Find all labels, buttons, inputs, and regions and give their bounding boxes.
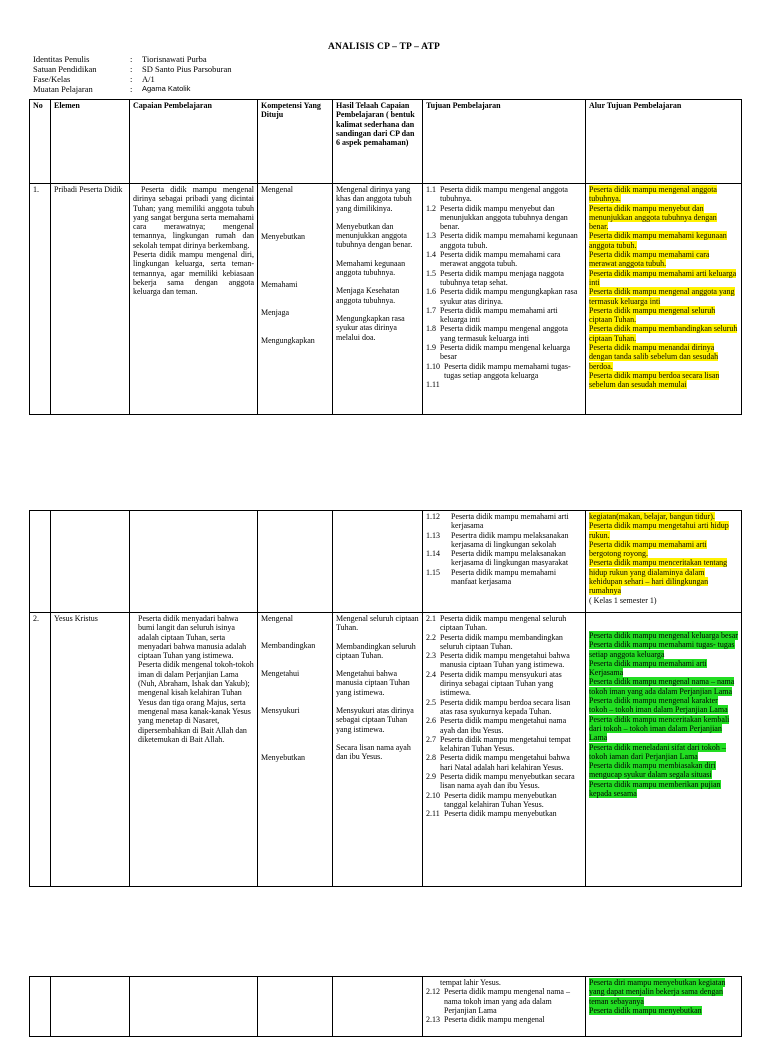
alur-item: kegiatan(makan, belajar, bangun tidur).	[589, 512, 715, 521]
alur-item: Peserta didik mampu mengetahui arti hidup rukun.	[589, 521, 729, 540]
tujuan-item	[426, 716, 582, 735]
identity-row	[33, 64, 232, 74]
identity-block	[33, 54, 232, 94]
identity-label: Satuan Pendidikan	[33, 64, 97, 74]
row-alur	[586, 613, 742, 887]
alur-item: Peserta didik mampu menceritakan kembali dari tokoh – tokoh iman dalam Perjanjian Lama	[589, 714, 730, 743]
table-header-row	[30, 100, 742, 184]
identity-value: Tiorisnawati Purba	[142, 54, 207, 64]
row-cp	[130, 511, 258, 613]
tujuan-item	[426, 735, 582, 754]
row-number: 2.	[30, 613, 51, 887]
identity-value: A/1	[142, 74, 155, 84]
tujuan-item	[426, 185, 582, 204]
tujuan-number: 1.3	[426, 231, 436, 241]
alur-item: Peserta didik mampu memahami kegunaan anggota tubuh.	[589, 231, 727, 250]
tujuan-item	[426, 549, 582, 568]
table-row	[30, 977, 742, 1037]
alur-item: Peserta didik mampu mengenal nama – nama tokoh iman yang ada dalam Perjanjian Lama	[589, 677, 735, 696]
tujuan-number: 2.3	[426, 651, 436, 661]
tujuan-text: Peserta didik mampu memahami cara merawat anggota tubuh.	[440, 250, 561, 269]
header-alur: Alur Tujuan Pembelajaran	[586, 100, 742, 184]
tujuan-text: Peserta didik mampu menyebutkan secara lisan nama ayah dan ibu Yesus.	[440, 772, 575, 791]
tujuan-text: Peserta didik mampu memahami arti keluarga inti	[440, 305, 558, 325]
tujuan-number: 1.2	[426, 203, 436, 213]
header-no: No	[30, 100, 51, 184]
tujuan-number: 2.9	[426, 772, 436, 782]
tujuan-text: Peserta didik mampu mengenal anggota yang termasuk keluarga inti	[440, 324, 568, 343]
tujuan-item	[426, 362, 582, 381]
tujuan-item	[426, 324, 582, 343]
hasil-item: Secara lisan nama ayah dan ibu Yesus.	[336, 742, 411, 762]
row-hasil	[333, 977, 423, 1037]
tujuan-item	[426, 809, 582, 818]
alur-item: Peserta didik mampu berdoa secara lisan sebelum dan sesudah memulai	[589, 370, 720, 390]
kompetensi-item: Membandingkan	[261, 641, 316, 651]
tujuan-item	[426, 306, 582, 325]
tujuan-text: Peserta didik mampu memahami tugas- tugas setiap anggota keluarga	[444, 361, 571, 380]
row-elemen	[51, 511, 130, 613]
hasil-item: Mengenal dirinya yang khas dan anggota tubuh yang dimilikinya.	[336, 185, 412, 213]
row-tujuan	[423, 511, 586, 613]
tujuan-number: 2.5	[426, 697, 436, 707]
tujuan-number: 1.5	[426, 268, 436, 278]
hasil-item: Mengungkapkan rasa syukur atas dirinya melalui doa.	[336, 313, 405, 342]
alur-item: Peserta didik mampu memahami arti Kerjasama	[589, 658, 707, 678]
row-kompetensi	[258, 977, 333, 1037]
kompetensi-item: Mengenal	[261, 185, 293, 194]
tujuan-number: 1.4	[426, 250, 436, 260]
row-alur	[586, 184, 742, 415]
tujuan-text: Peserta didik mampu melaksanakan kerjasama di lingkungan masyarakat	[451, 549, 569, 568]
identity-colon: :	[130, 54, 133, 64]
tujuan-item	[426, 978, 582, 987]
identity-label: Muatan Pelajaran	[33, 84, 93, 94]
alur-item: Peserta didik mampu memahami tugas- tugas setiap anggota keluarga	[589, 640, 735, 659]
tujuan-text: Peserta didik mampu mengenal anggota tubuhnya.	[440, 185, 568, 204]
cp-paragraph: Peserta didik mampu mengenal dirinya sebagai pribadi yang dicintai Tuhan; yang memiliki anggota tubuh yang sangat berguna serta memahami cara merawatnya; mengenal temannya, lingkungan rumah dan sekolah tempat dirinya berkembang.	[133, 185, 254, 250]
row-hasil	[333, 184, 423, 415]
header-tujuan: Tujuan Pembelajaran	[423, 100, 586, 184]
row-alur	[586, 511, 742, 613]
alur-item: Peserta didik mampu menyebutkan	[589, 1005, 702, 1015]
tujuan-item	[426, 633, 582, 652]
tujuan-text: Peserta didik mampu menyebut dan menunjukkan anggota tubuhnya dengan benar.	[440, 203, 568, 232]
alur-item: Peserta didik mampu menandai dirinya dengan tanda salib sebelum dan sesudah berdoa.	[589, 343, 719, 371]
row-tujuan	[423, 613, 586, 887]
tujuan-text: Peserta didik mampu memahami kegunaan anggota tubuh.	[440, 231, 578, 250]
tujuan-text: Pesertra didik mampu melaksanakan kerjasama di lingkungan sekolah	[451, 530, 569, 549]
tujuan-number: 1.8	[426, 324, 436, 334]
table-row	[30, 613, 742, 887]
kompetensi-item: Mengenal	[261, 614, 293, 623]
tujuan-text: Peserta didik mampu mengungkapkan rasa syukur atas dirinya.	[440, 287, 578, 306]
identity-row	[33, 74, 232, 84]
tujuan-number: 1.10	[426, 361, 440, 371]
row-kompetensi	[258, 613, 333, 887]
tujuan-item	[426, 343, 582, 362]
identity-label: Fase/Kelas	[33, 74, 71, 84]
row-alur	[586, 977, 742, 1037]
tujuan-item	[426, 614, 582, 633]
identity-value: Agama Katolik	[142, 84, 191, 93]
row-cp	[130, 184, 258, 415]
tujuan-text: Peserta didik mampu mengenal keluarga besar	[440, 343, 571, 362]
hasil-item: Mengetahui bahwa manusia ciptaan Tuhan yang istimewa.	[336, 669, 410, 697]
tujuan-item	[426, 987, 582, 1015]
cp-paragraph: Peserta didik mengenal tokoh-tokoh iman di dalam Perjanjian Lama (Nuh, Abraham, Ishak dan Yakub); mengenal kisah kelahiran Tuhan Yesus dan tiga orang Majus, serta mengenal masa kanak-kanak Yesus yang menetap di Nasaret, dipersembahkan di Bait Allah dan diketemukan di Bait Allah.	[138, 660, 254, 744]
tujuan-text: Peserta didik mampu menyebutkan tanggal kelahiran Tuhan Yesus.	[444, 790, 557, 809]
tujuan-text: Peserta didik mampu mengetahui nama ayah dan ibu Yesus.	[440, 716, 567, 735]
tujuan-item	[426, 204, 582, 232]
cp-paragraph: Peserta didik mampu mengenal diri, lingkungan keluarga, serta teman-temannya, agar memiliki kebiasaan bekerja sama dengan anggota keluarga dan teman.	[133, 250, 254, 297]
tujuan-number: 1.15	[426, 567, 440, 577]
tujuan-number: 1.12	[426, 512, 440, 521]
alur-item: Peserta didik mampu menceritakan tentang hidup rukun yang dialaminya dalam kehidupan sehari – hari dilingkungan rumahnya	[589, 558, 728, 596]
analysis-table-page3	[29, 976, 742, 1037]
tujuan-number: 1.14	[426, 549, 440, 559]
alur-item: Peserta didik mampu menyebut dan menunjukkan anggota tubuhnya dengan benar.	[589, 203, 717, 232]
tujuan-number: 2.8	[426, 753, 436, 763]
hasil-item: Membandingkan seluruh ciptaan Tuhan.	[336, 641, 416, 660]
row-elemen: Yesus Kristus	[51, 613, 130, 887]
tujuan-item	[426, 269, 582, 288]
tujuan-text: Peserta didik mampu memahami manfaat kerjasama	[451, 567, 557, 587]
identity-colon: :	[130, 84, 133, 94]
tujuan-item	[426, 1015, 582, 1024]
hasil-item: Mengenal seluruh ciptaan Tuhan.	[336, 614, 419, 633]
tujuan-item	[426, 753, 582, 772]
tujuan-number: 1.6	[426, 287, 436, 297]
alur-item: Peserta didik mampu memberikan pujian kepada sesama	[589, 779, 721, 799]
tujuan-item	[426, 651, 582, 670]
tujuan-number: 2.12	[426, 987, 440, 997]
kompetensi-item: Menjaga	[261, 307, 289, 317]
header-kompetensi: Kompetensi Yang Dituju	[258, 100, 333, 184]
tujuan-number: 2.2	[426, 632, 436, 642]
tujuan-item	[426, 698, 582, 717]
tujuan-number	[426, 978, 440, 987]
alur-item: Peserta diri mampu menyebutkan kegiatan yang dapat menjalin bekerja sama dengan teman sebayanya	[589, 978, 726, 1006]
kompetensi-item: Mengungkapkan	[261, 336, 315, 346]
hasil-item: Menjaga Kesehatan anggota tubuhnya.	[336, 286, 400, 305]
tujuan-text: Peserta didik mampu memahami arti kerjasama	[451, 512, 569, 531]
row-hasil	[333, 511, 423, 613]
tujuan-item	[426, 287, 582, 306]
tujuan-item	[426, 772, 582, 791]
tujuan-number: 1.9	[426, 343, 436, 353]
tujuan-item	[426, 250, 582, 269]
tujuan-text: Peserta didik mampu mengenal	[444, 1015, 545, 1025]
tujuan-number: 1.1	[426, 185, 436, 194]
kompetensi-item: Mengetahui	[261, 668, 300, 678]
identity-colon: :	[130, 64, 133, 74]
alur-item: Peserta didik mampu mengenal keluarga besar	[589, 631, 738, 640]
tujuan-number: 1.11	[426, 380, 440, 390]
alur-item: Peserta didik mampu mengenal anggota tubuhnya.	[589, 185, 717, 204]
kompetensi-item: Menyebutkan	[261, 753, 305, 763]
alur-item: Peserta didik mampu memahami arti bergotong royong.	[589, 539, 707, 559]
row-elemen	[51, 977, 130, 1037]
kompetensi-item: Menyebutkan	[261, 232, 305, 242]
row-kompetensi	[258, 184, 333, 415]
tujuan-number: 2.13	[426, 1015, 440, 1025]
alur-item: Peserta didik mampu membiasakan diri mengucap syukur dalam segala situasi	[589, 761, 716, 780]
analysis-table-page1	[29, 99, 742, 415]
tujuan-text: Peserta didik mampu membandingkan seluruh ciptaan Tuhan.	[440, 632, 563, 651]
tujuan-text: Peserta didik mampu berdoa secara lisan atas rasa syukurnya kepada Tuhan.	[440, 697, 571, 716]
row-tujuan	[423, 184, 586, 415]
row-number	[30, 511, 51, 613]
tujuan-number: 2.6	[426, 716, 436, 726]
identity-row	[33, 54, 232, 64]
row-cp	[130, 977, 258, 1037]
row-cp	[130, 613, 258, 887]
analysis-table-page2	[29, 510, 742, 887]
tujuan-item	[426, 231, 582, 250]
tujuan-number: 2.10	[426, 790, 440, 800]
alur-note: ( Kelas 1 semester 1)	[589, 595, 657, 605]
tujuan-number: 1.13	[426, 530, 440, 540]
row-number	[30, 977, 51, 1037]
kompetensi-item: Mensyukuri	[261, 705, 300, 715]
row-hasil	[333, 613, 423, 887]
tujuan-number: 2.11	[426, 809, 440, 819]
header-cp: Capaian Pembelajaran	[130, 100, 258, 184]
tujuan-item	[426, 512, 582, 531]
tujuan-number: 2.4	[426, 669, 436, 679]
tujuan-text: Peserta didik mampu mengetahui bahwa manusia ciptaan Tuhan yang istimewa.	[440, 651, 570, 670]
kompetensi-item: Memahami	[261, 279, 298, 289]
row-number: 1.	[30, 184, 51, 415]
tujuan-text: Peserta didik mampu mengenal nama – nama tokoh iman yang ada dalam Perjanjian Lama	[444, 987, 570, 1015]
hasil-item: Memahami kegunaan anggota tubuhnya.	[336, 258, 406, 278]
alur-item: Peserta didik mampu mengenal karakter tokoh – tokoh iman dalam Perjanjian Lama	[589, 696, 728, 715]
identity-colon: :	[130, 74, 133, 84]
header-hasil: Hasil Telaah Capaian Pembelajaran ( bentuk kalimat sederhana dan sandingan dari CP dan 6 aspek pemahaman)	[333, 100, 423, 184]
hasil-item: Mensyukuri atas dirinya sebagai ciptaan Tuhan yang istimewa.	[336, 706, 414, 734]
tujuan-text: tempat lahir Yesus.	[440, 978, 501, 987]
table-row	[30, 184, 742, 415]
alur-item: Peserta didik mampu mengenal anggota yang termasuk keluarga inti	[589, 287, 735, 306]
tujuan-number: 2.7	[426, 734, 436, 744]
tujuan-item	[426, 531, 582, 550]
header-elemen: Elemen	[51, 100, 130, 184]
tujuan-text: Peserta didik mampu menjaga naggota tubuhnya tetap sehat.	[440, 268, 564, 287]
tujuan-text: Peserta didik mampu mengetahui bahwa hari Natal adalah hari kelahiran Yesus.	[440, 753, 570, 772]
document-title: ANALISIS CP – TP – ATP	[327, 42, 440, 52]
alur-item: Peserta didik mampu mengenal seluruh ciptaan Tuhan.	[589, 305, 716, 325]
alur-item: Peserta didik mampu memahami cara merawat anggota tubuh.	[589, 250, 710, 269]
identity-row	[33, 84, 232, 94]
alur-item: Peserta didik mampu membandingkan seluruh ciptaan Tuhan.	[589, 324, 738, 343]
tujuan-text: Peserta didik mampu mengetahui tempat kelahiran Tuhan Yesus.	[440, 734, 571, 754]
tujuan-number: 1.7	[426, 305, 436, 315]
tujuan-text: Peserta didik mampu menyebutkan	[444, 809, 557, 819]
tujuan-item	[426, 380, 582, 389]
alur-item: Peserta didik meneladani sifat dari tokoh – tokoh iaman dari Perjanjian Lama	[589, 742, 726, 761]
alur-item: Peserta didik mampu memahami arti keluarga inti	[589, 268, 737, 287]
tujuan-item	[426, 791, 582, 810]
cp-paragraph: Peserta didik menyadari bahwa bumi langit dan seluruh isinya adalah ciptaan Tuhan, serta menyadari bahwa manusia adalah ciptaan Tuhan yang istimewa.	[138, 614, 247, 661]
identity-label: Identitas Penulis	[33, 54, 90, 64]
tujuan-number: 2.1	[426, 614, 436, 623]
tujuan-text: Peserta didik mampu mensyukuri atas dirinya sebagai ciptaan Tuhan yang istimewa.	[440, 669, 562, 698]
identity-value: SD Santo Pius Parsoburan	[142, 64, 232, 74]
tujuan-text: Peserta didik mampu mengenal seluruh ciptaan Tuhan.	[440, 614, 567, 633]
row-kompetensi	[258, 511, 333, 613]
row-tujuan	[423, 977, 586, 1037]
table-row	[30, 511, 742, 613]
hasil-item: Menyebutkan dan menunjukkan anggota tubuhnya dengan benar.	[336, 221, 413, 250]
tujuan-item	[426, 670, 582, 698]
row-elemen: Pribadi Peserta Didik	[51, 184, 130, 415]
tujuan-item	[426, 568, 582, 587]
